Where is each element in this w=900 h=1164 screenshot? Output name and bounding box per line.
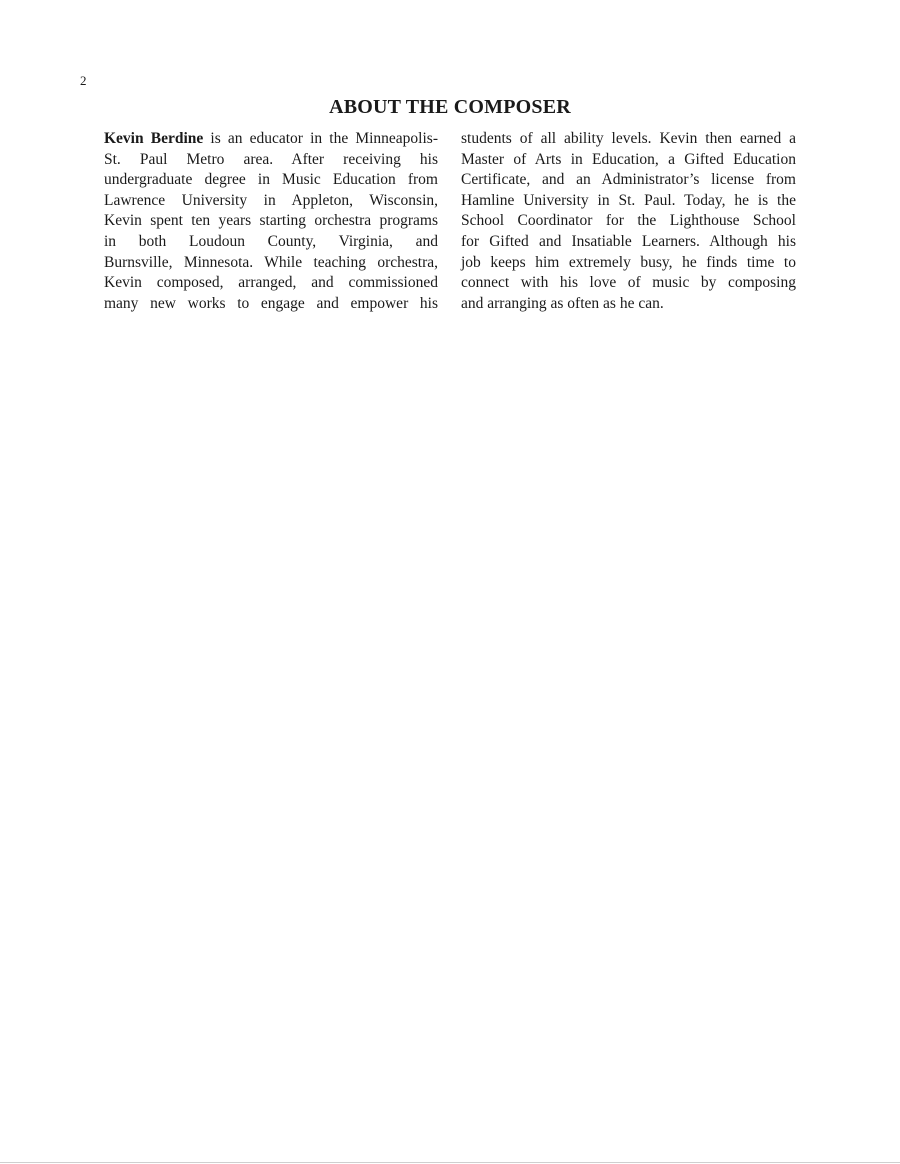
bio-line — [104, 170, 438, 191]
bio-text: Kevin spent ten years starting orchestra programs — [104, 212, 438, 230]
bio-text: undergraduate degree in Music Education from — [104, 171, 438, 189]
bio-text: Lawrence University in Appleton, Wisconsin, — [104, 191, 438, 209]
bio-line — [104, 232, 438, 253]
bio-line — [104, 150, 438, 171]
composer-name: Kevin Berdine — [104, 130, 204, 147]
bio-text: Kevin composed, arranged, and commissioned — [104, 274, 438, 292]
bio-line — [461, 211, 796, 232]
bio-text: connect with his love of music by composing — [461, 274, 796, 292]
bio-line — [104, 211, 438, 232]
bio-text: many new works to engage and empower his — [104, 294, 438, 312]
bio-line — [461, 129, 796, 150]
page-bottom-edge — [0, 1162, 900, 1163]
bio-text: for Gifted and Insatiable Learners. Although his — [461, 232, 796, 250]
bio-column-left — [104, 129, 438, 314]
page-number: 2 — [80, 73, 87, 88]
bio-line — [461, 150, 796, 171]
bio-text: is an educator in the Minneapolis- — [210, 130, 438, 147]
bio-line — [461, 294, 796, 315]
bio-text: job keeps him extremely busy, he finds time to — [461, 253, 796, 271]
bio-line — [104, 294, 438, 315]
bio-line — [461, 232, 796, 253]
bio-line — [461, 253, 796, 274]
bio-line — [104, 129, 438, 150]
bio-line — [461, 273, 796, 294]
bio-text: Hamline University in St. Paul. Today, he is the — [461, 191, 796, 209]
bio-text: students of all ability levels. Kevin then earned a — [461, 130, 796, 147]
bio-line — [104, 273, 438, 294]
bio-text: St. Paul Metro area. After receiving his — [104, 150, 438, 168]
bio-line — [461, 191, 796, 212]
bio-line — [104, 191, 438, 212]
bio-text: School Coordinator for the Lighthouse School — [461, 212, 796, 230]
bio-line — [461, 170, 796, 191]
bio-text: Certificate, and an Administrator’s license from — [461, 171, 796, 189]
bio-line — [104, 253, 438, 274]
bio-text: Master of Arts in Education, a Gifted Education — [461, 150, 796, 168]
bio-text: Burnsville, Minnesota. While teaching orchestra, — [104, 253, 438, 271]
section-heading: ABOUT THE COMPOSER — [329, 96, 571, 118]
bio-text: and arranging as often as he can. — [461, 294, 664, 312]
bio-text: in both Loudoun County, Virginia, and — [104, 232, 438, 250]
bio-column-right — [461, 129, 796, 314]
